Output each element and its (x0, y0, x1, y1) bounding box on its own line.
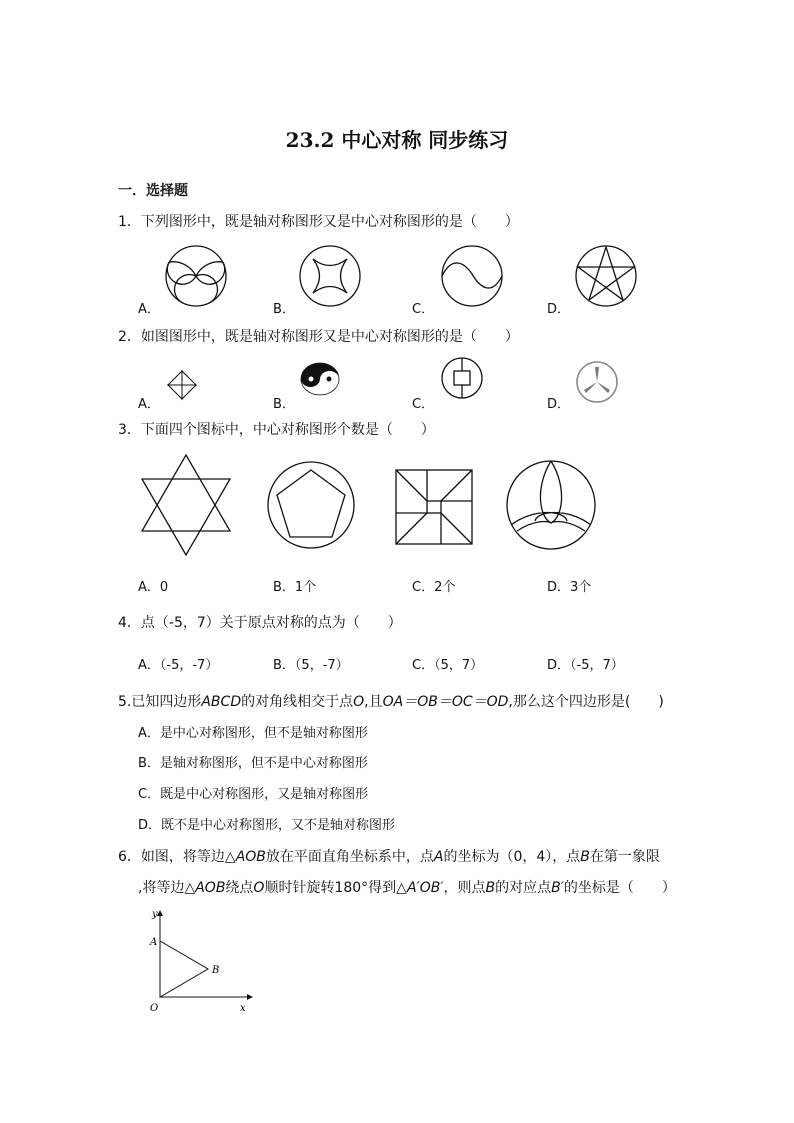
q1-figure-d-pentagram (574, 244, 638, 308)
question-6-line-2: ,将等边△AOB绕点O顺时针旋转180°得到△A′OB′，则点B的对应点B′的坐标是（ ） (138, 880, 676, 896)
q1-figure-c-s-curve (440, 244, 504, 308)
q4-option-b[interactable]: B．（5，-7） (273, 658, 349, 673)
label-o: O (150, 1003, 159, 1014)
page-title: 23.2 中心对称 同步练习 (285, 128, 509, 152)
q1-option-c[interactable]: C． (412, 302, 435, 317)
q2-option-c[interactable]: C． (412, 397, 435, 412)
q3-figure-pentagon-in-circle (266, 460, 356, 550)
q2-figure-b-yin-yang (300, 362, 340, 396)
q1-option-b[interactable]: B． (273, 302, 295, 317)
q3-option-b[interactable]: B．1个 (273, 580, 317, 595)
q3-figure-square-pinwheel (394, 468, 474, 546)
q2-option-d[interactable]: D． (547, 397, 571, 412)
question-1-text: 1．下列图形中，既是轴对称图形又是中心对称图形的是（ ） (118, 214, 519, 230)
q3-figure-circle-three-petals (505, 459, 597, 551)
q1-option-a[interactable]: A． (138, 302, 160, 317)
label-a: A (150, 937, 158, 948)
q1-option-d[interactable]: D． (547, 302, 571, 317)
q2-figure-c-coin (440, 354, 484, 402)
label-x: x (240, 1003, 246, 1014)
q2-option-a[interactable]: A． (138, 397, 160, 412)
q5-option-a[interactable]: A．是中心对称图形，但不是轴对称图形 (138, 726, 368, 741)
q6-coordinate-figure (140, 905, 260, 1017)
q2-option-b[interactable]: B． (273, 397, 295, 412)
q3-option-c[interactable]: C．2个 (412, 580, 456, 595)
q3-figure-hexagram (140, 453, 232, 557)
label-y: y (152, 909, 158, 920)
q5-option-d[interactable]: D．既不是中心对称图形，又不是轴对称图形 (138, 818, 396, 833)
question-5-text: 5.已知四边形ABCD的对角线相交于点O,且OA＝OB＝OC＝OD,那么这个四边形是( ) (118, 694, 664, 710)
q5-option-c[interactable]: C．既是中心对称图形，又是轴对称图形 (138, 787, 369, 802)
section-heading: 一．选择题 (118, 183, 188, 199)
question-3-text: 3．下面四个图标中，中心对称图形个数是（ ） (118, 422, 435, 438)
q3-option-a[interactable]: A．0 (138, 580, 169, 595)
q4-option-a[interactable]: A．（-5，-7） (138, 658, 219, 673)
question-6-line-1: 6．如图，将等边△AOB放在平面直角坐标系中，点A的坐标为（0，4），点B在第一象限 (118, 849, 660, 865)
q1-figure-a-three-petals (164, 244, 228, 308)
q4-option-c[interactable]: C．（5，7） (412, 658, 484, 673)
q1-figure-b-concave-square (298, 244, 362, 308)
q2-figure-a-pinwheel (166, 369, 198, 401)
q3-option-d[interactable]: D．3个 (547, 580, 592, 595)
q2-figure-d-tri-star (575, 360, 619, 404)
triangle-aob (160, 941, 208, 997)
question-4-text: 4．点（-5，7）关于原点对称的点为（ ） (118, 615, 402, 631)
label-b: B (212, 965, 220, 976)
question-2-text: 2．如图图形中，既是轴对称图形又是中心对称图形的是（ ） (118, 329, 519, 345)
q5-option-b[interactable]: B．是轴对称图形，但不是中心对称图形 (138, 756, 368, 771)
q4-option-d[interactable]: D．（-5，7） (547, 658, 624, 673)
